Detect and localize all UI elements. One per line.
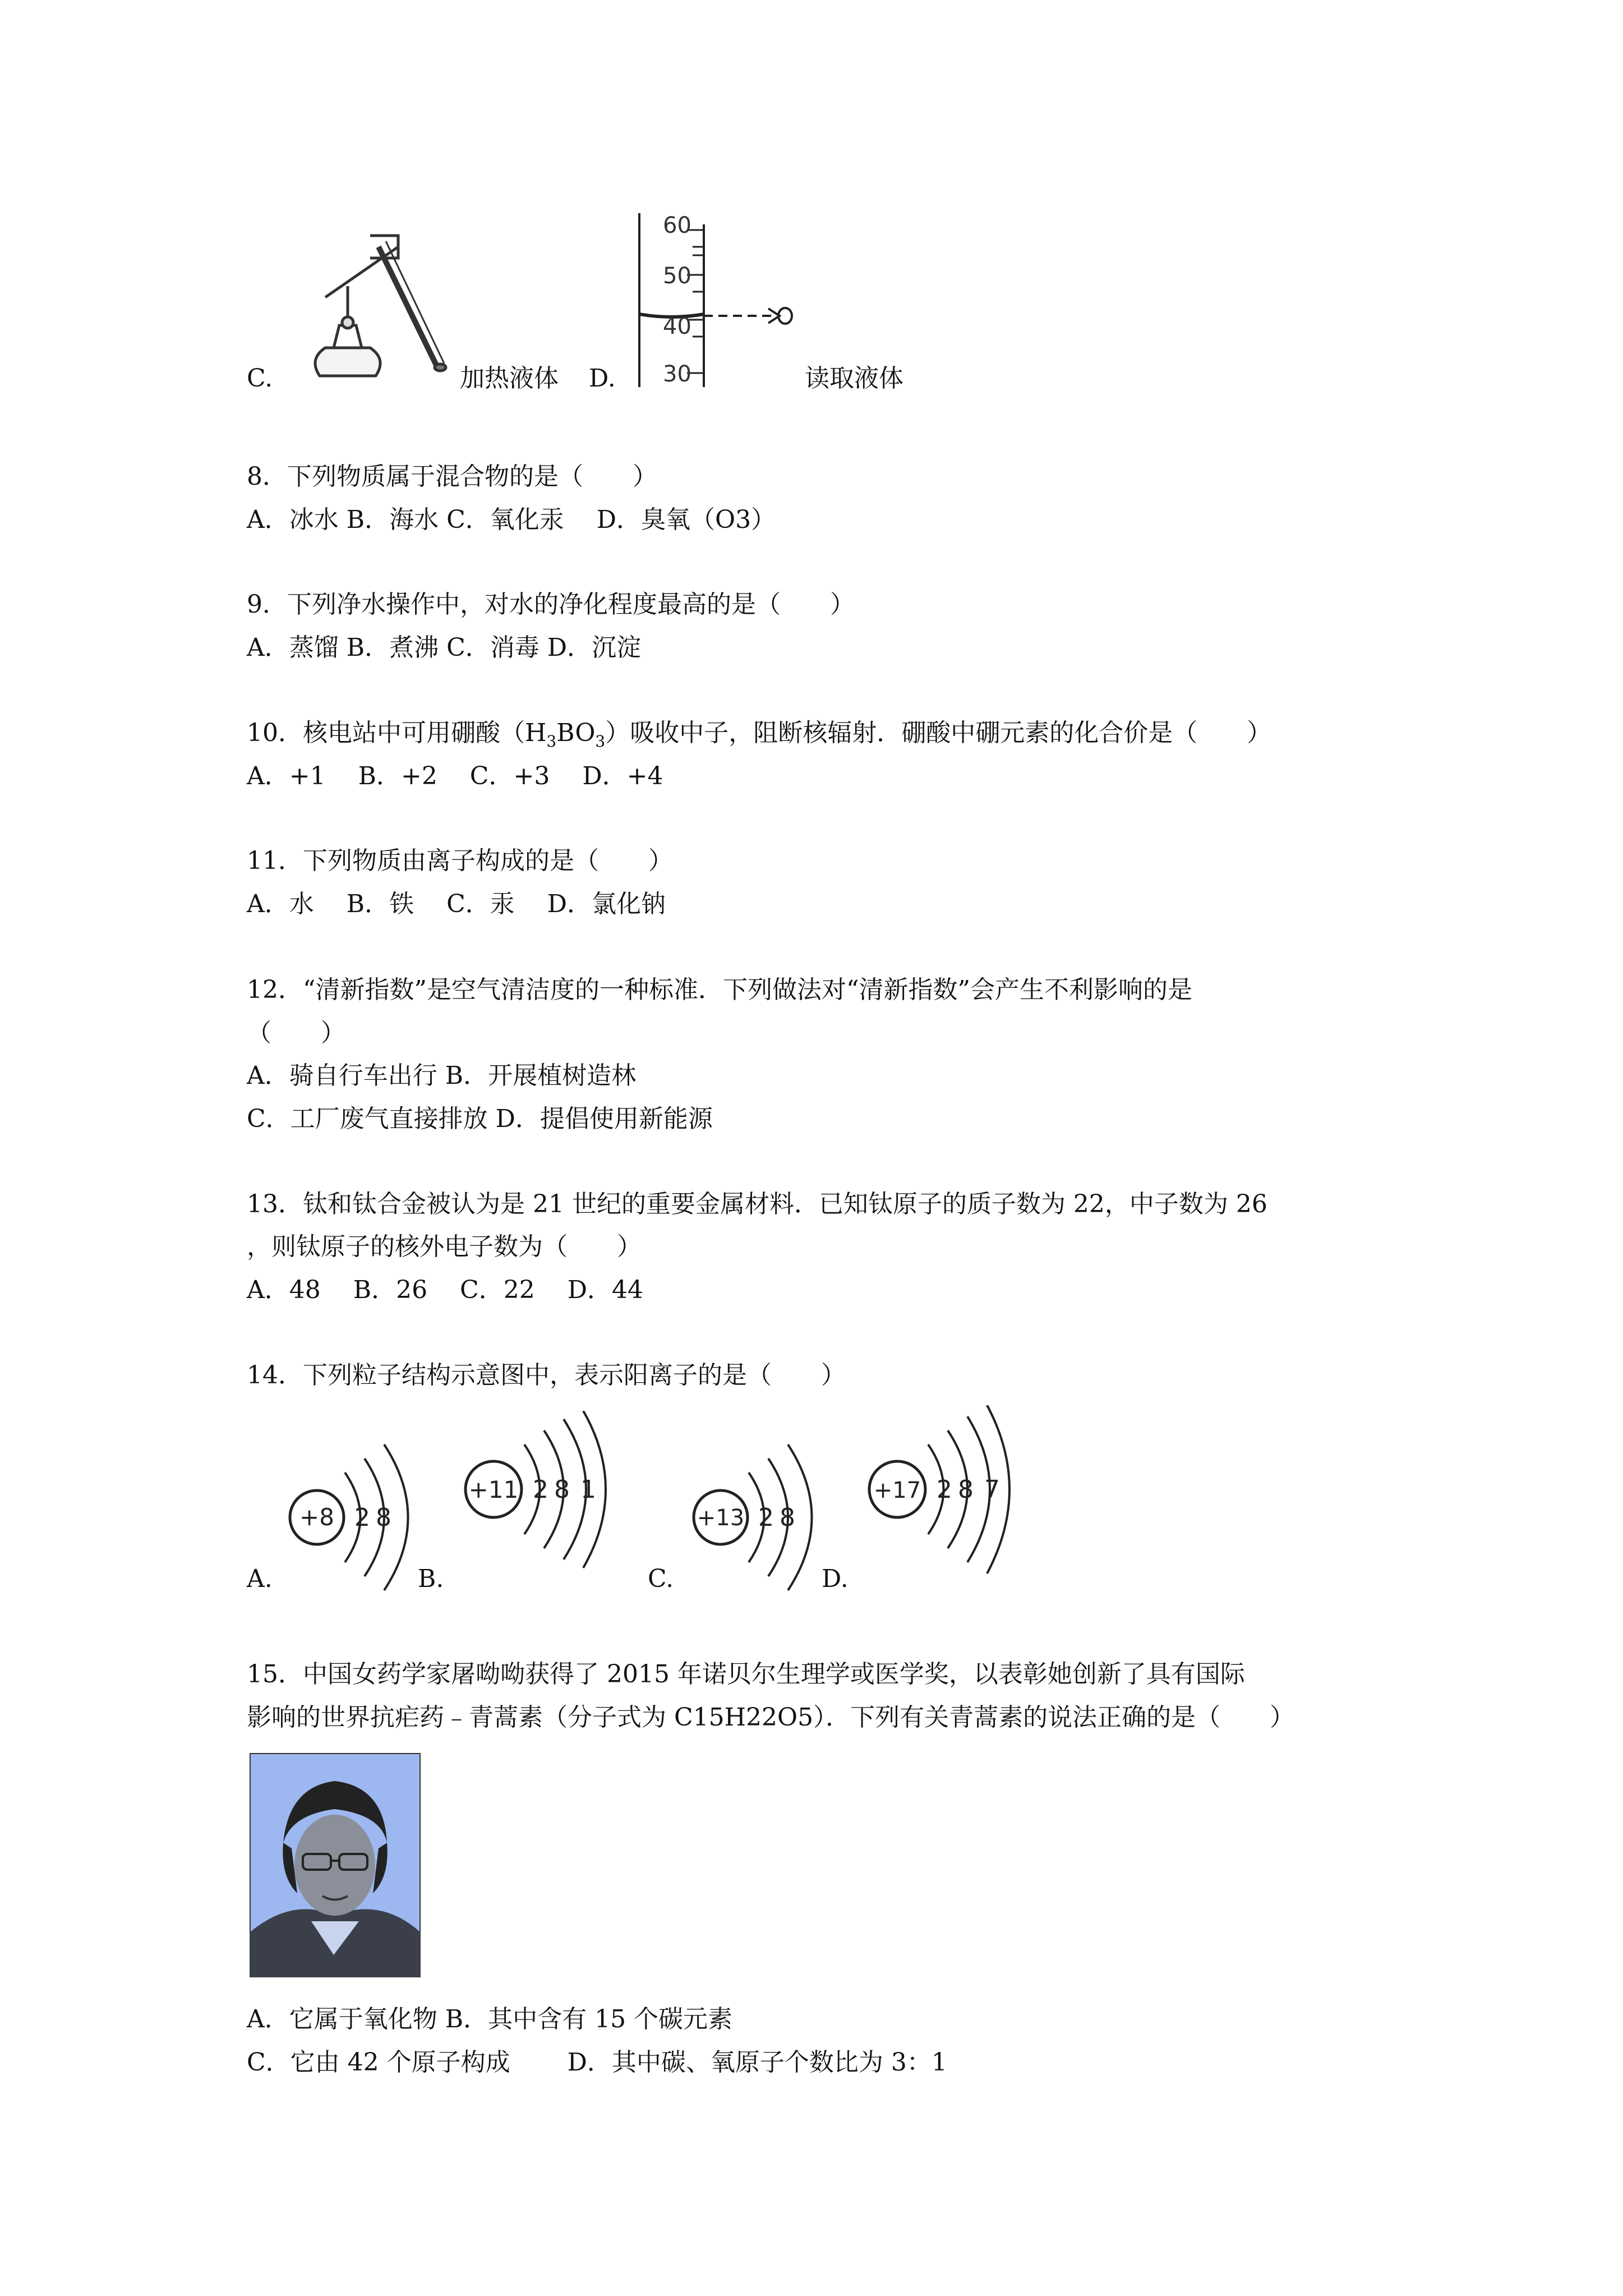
q13-stem-line-1: 13．钛和钛合金被认为是 21 世纪的重要金属材料．已知钛原子的质子数为 22，中子数为 26 [247, 1190, 1267, 1218]
atom-c-shell-2: 8 [780, 1503, 795, 1532]
portrait-photo [250, 1753, 421, 1977]
q11-options: A．水 B．铁 C．汞 D．氯化钠 [247, 890, 666, 918]
q12-options-line-2: C．工厂废气直接排放 D．提倡使用新能源 [247, 1105, 713, 1133]
q13-options: A．48 B．26 C．22 D．44 [247, 1276, 643, 1304]
atom-a-shell-2: 8 [376, 1503, 391, 1532]
q13-stem-line-2: ，则钛原子的核外电子数为（ ） [247, 1232, 642, 1261]
q14-label-d: D. [822, 1565, 849, 1593]
option-d-label: D. [589, 364, 616, 393]
q14-label-a: A. [247, 1565, 273, 1593]
q9-stem: 9．下列净水操作中，对水的净化程度最高的是（ ） [247, 590, 855, 619]
atom-c-nucleus: +13 [697, 1505, 745, 1531]
option-d-caption: 读取液体 [805, 364, 903, 393]
cylinder-tick-30: 30 [663, 361, 691, 387]
q10-options: A．+1 B．+2 C．+3 D．+4 [247, 762, 663, 790]
option-c-label: C. [247, 364, 273, 393]
q10-sub-1: 3 [546, 731, 557, 751]
atom-d-nucleus: +17 [873, 1478, 921, 1503]
q10-stem-mid: BO [556, 719, 596, 747]
q12-stem-line-2: （ ） [247, 1019, 345, 1047]
atom-b-shell-3: 1 [580, 1475, 596, 1504]
q10-stem-post: ）吸收中子，阻断核辐射．硼酸中硼元素的化合价是（ ） [605, 719, 1272, 747]
q10-stem-pre: 10．核电站中可用硼酸（H [247, 719, 547, 747]
q14-label-b: B. [418, 1565, 444, 1593]
q15-options-line-2: C．它由 42 个原子构成 D．其中碳、氧原子个数比为 3：1 [247, 2048, 947, 2077]
q15-stem-line-2: 影响的世界抗疟药﹣青蒿素（分子式为 C15H22O5）．下列有关青蒿素的说法正确的是（ ） [247, 1703, 1295, 1732]
q12-options-line-1: A．骑自行车出行 B．开展植树造林 [247, 1061, 637, 1090]
atom-diagram-c [690, 1433, 836, 1602]
atom-c-shell-1: 2 [758, 1503, 774, 1532]
atom-d-shell-2: 8 [958, 1475, 974, 1504]
graduated-cylinder-figure [623, 213, 802, 393]
q8-options: A．冰水 B．海水 C．氧化汞 D．臭氧（O3） [247, 505, 776, 534]
atom-d-shell-1: 2 [937, 1475, 952, 1504]
atom-diagram-b [460, 1411, 628, 1579]
option-c-caption: 加热液体 [460, 364, 559, 393]
q8-stem: 8．下列物质属于混合物的是（ ） [247, 462, 657, 491]
cylinder-tick-60: 60 [663, 213, 691, 238]
q12-stem-line-1: 12．“清新指数”是空气清洁度的一种标准．下列做法对“清新指数”会产生不利影响的是 [247, 976, 1192, 1004]
q11-stem: 11．下列物质由离子构成的是（ ） [247, 846, 673, 875]
atom-diagram-d [864, 1405, 1032, 1579]
heating-liquid-figure [303, 224, 471, 393]
atom-b-nucleus: +11 [468, 1476, 519, 1503]
q10-stem [247, 716, 1271, 758]
atom-a-nucleus: +8 [299, 1503, 334, 1531]
cylinder-tick-50: 50 [663, 263, 691, 289]
atom-d-shell-3: 7 [984, 1475, 1000, 1504]
atom-diagram-a [286, 1433, 432, 1602]
cylinder-tick-40: 40 [663, 314, 691, 339]
q14-stem: 14．下列粒子结构示意图中，表示阳离子的是（ ） [247, 1361, 846, 1389]
atom-b-shell-2: 8 [554, 1475, 570, 1504]
atom-b-shell-1: 2 [533, 1475, 548, 1504]
q15-options-line-1: A．它属于氧化物 B．其中含有 15 个碳元素 [247, 2005, 733, 2033]
q15-stem-line-1: 15．中国女药学家屠呦呦获得了 2015 年诺贝尔生理学或医学奖，以表彰她创新了具有国际 [247, 1660, 1245, 1688]
atom-a-shell-1: 2 [354, 1503, 370, 1532]
q10-sub-2: 3 [595, 731, 606, 751]
q9-options: A．蒸馏 B．煮沸 C．消毒 D．沉淀 [247, 633, 642, 662]
q14-label-c: C. [648, 1565, 674, 1593]
